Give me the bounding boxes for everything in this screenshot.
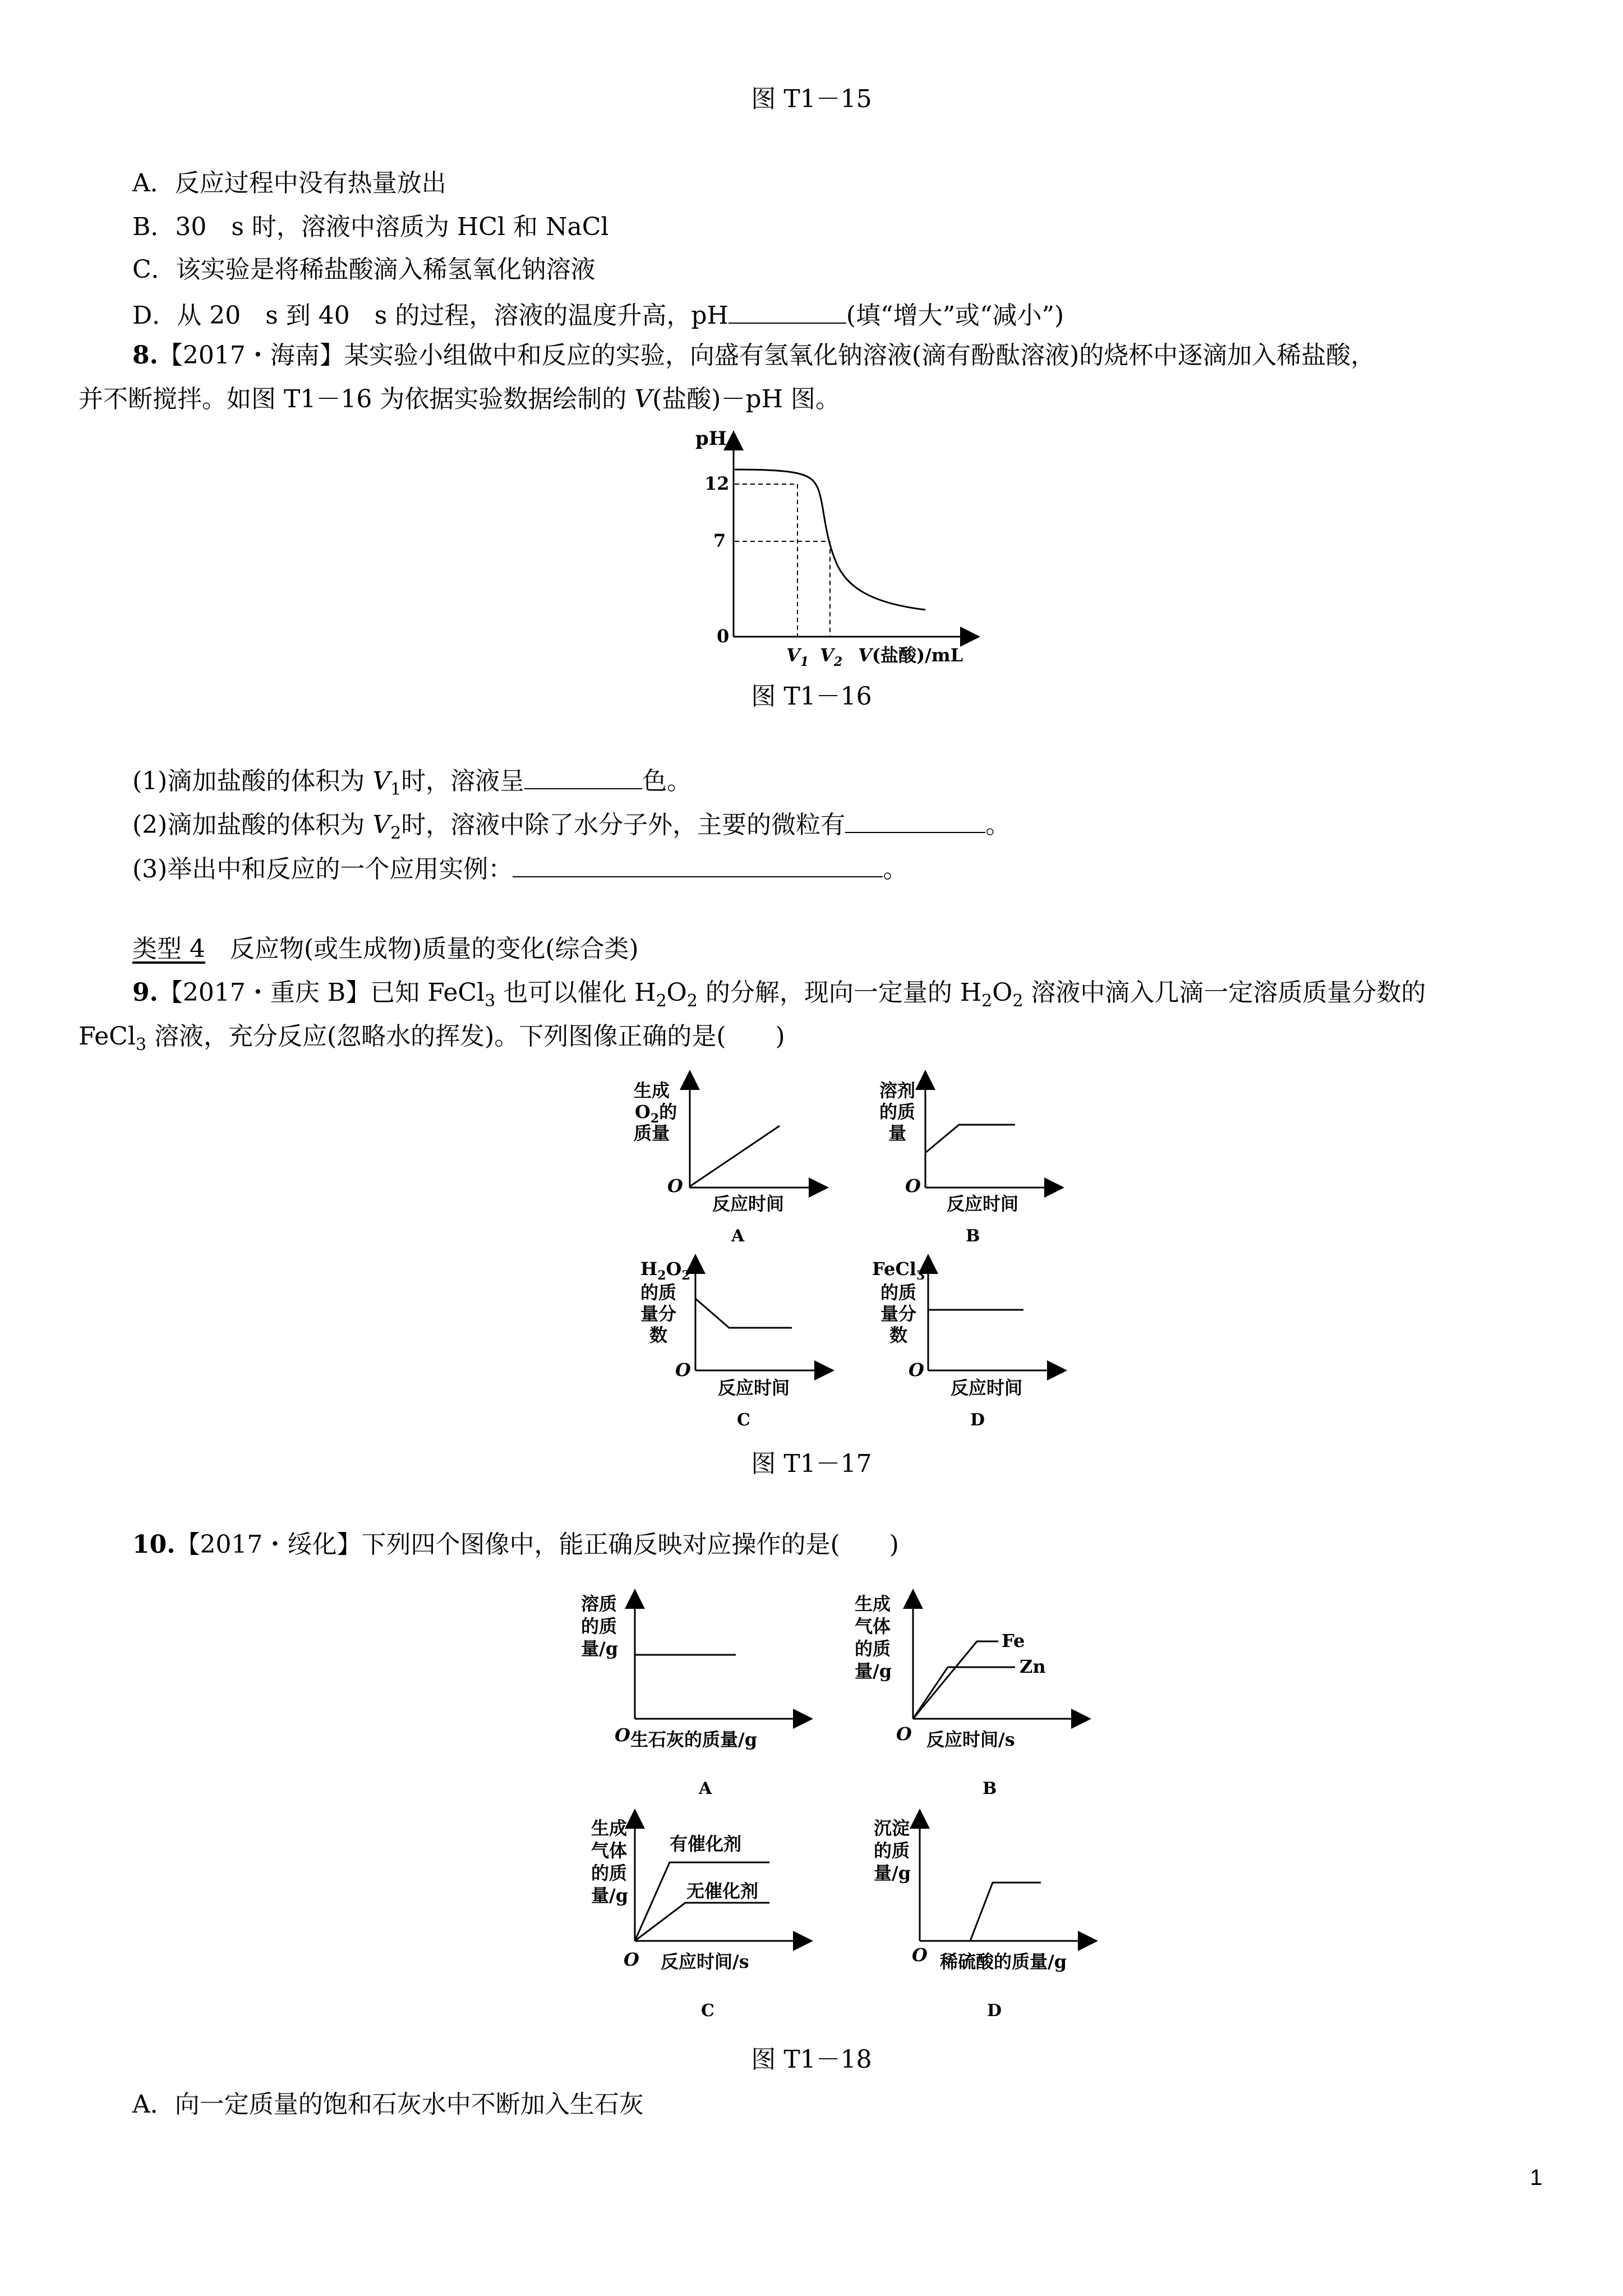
y-tick-12: 12 bbox=[704, 473, 730, 494]
svg-text:的质: 的质 bbox=[879, 1101, 916, 1122]
svg-text:D: D bbox=[970, 1410, 985, 1430]
svg-text:气体: 气体 bbox=[855, 1616, 891, 1637]
svg-text:O: O bbox=[896, 1723, 912, 1745]
svg-text:H2O2: $H_2O_2$ bbox=[640, 1258, 690, 1283]
question-number: 9. bbox=[132, 978, 158, 1007]
graph-a bbox=[634, 1080, 819, 1246]
svg-text:O: O bbox=[912, 1944, 928, 1966]
question-text: 并不断搅拌。如图 T1－16 为依据实验数据绘制的 bbox=[79, 385, 635, 413]
q7-option-c: C．该实验是将稀盐酸滴入稀氢氧化钠溶液 bbox=[132, 255, 596, 284]
q8-sub2: (2)滴加盐酸的体积为 $V_2$时，溶液中除了水分子外，主要的微粒有 。 bbox=[132, 811, 1011, 843]
svg-text:的质: 的质 bbox=[581, 1616, 617, 1637]
figure-t1-17 bbox=[611, 1063, 1088, 1444]
line-zn bbox=[913, 1667, 1015, 1719]
answer-blank[interactable] bbox=[513, 854, 883, 877]
graph-c bbox=[640, 1258, 824, 1430]
svg-text:的质: 的质 bbox=[855, 1638, 891, 1659]
question-source: 【2017・重庆 B】 bbox=[158, 978, 371, 1007]
svg-text:O: O bbox=[675, 1359, 691, 1381]
svg-text:的质: 的质 bbox=[880, 1282, 917, 1303]
svg-text:D: D bbox=[987, 2001, 1002, 2021]
svg-text:的质: 的质 bbox=[591, 1862, 628, 1884]
x-axis-label: V(盐酸)/mL bbox=[858, 645, 963, 666]
figure-caption: 图 T1－18 bbox=[751, 2045, 872, 2074]
svg-text:稀硫酸的质量/g: 稀硫酸的质量/g bbox=[940, 1951, 1067, 1972]
graph-d bbox=[874, 1818, 1088, 2021]
svg-text:O: O bbox=[909, 1359, 924, 1381]
svg-text:反应时间: 反应时间 bbox=[947, 1193, 1019, 1214]
line-a bbox=[690, 1126, 780, 1186]
svg-text:沉淀: 沉淀 bbox=[874, 1818, 910, 1839]
answer-blank[interactable] bbox=[845, 809, 985, 833]
svg-text:的质: 的质 bbox=[640, 1282, 677, 1303]
svg-text:数: 数 bbox=[889, 1324, 908, 1346]
section-label: 类型 4 bbox=[132, 935, 205, 963]
svg-text:生成: 生成 bbox=[634, 1080, 670, 1101]
q10-line bbox=[132, 1530, 899, 1559]
question-source: 【2017・绥化】 bbox=[175, 1530, 362, 1559]
svg-text:量分: 量分 bbox=[640, 1303, 677, 1324]
svg-text:A: A bbox=[699, 1779, 712, 1798]
without-catalyst-label: 无催化剂 bbox=[686, 1880, 759, 1902]
line-b bbox=[925, 1125, 1015, 1153]
svg-text:C: C bbox=[737, 1410, 750, 1430]
answer-blank[interactable] bbox=[728, 300, 846, 324]
svg-text:O: O bbox=[624, 1949, 639, 1970]
svg-text:量分: 量分 bbox=[880, 1303, 917, 1324]
svg-text:B: B bbox=[983, 1779, 997, 1798]
question-text: (盐酸)－pH 图。 bbox=[652, 385, 840, 413]
svg-text:溶剂: 溶剂 bbox=[879, 1080, 916, 1101]
answer-blank[interactable] bbox=[524, 766, 642, 789]
page-number: 1 bbox=[1530, 2165, 1543, 2190]
q9-line2: FeCl$_3$ 溶液，充分反应(忽略水的挥发)。下列图像正确的是( ) bbox=[79, 1022, 785, 1055]
svg-text:量/g: 量/g bbox=[855, 1660, 892, 1682]
variable: V bbox=[634, 385, 653, 413]
line-fe bbox=[913, 1641, 998, 1719]
q8-line2 bbox=[79, 387, 840, 412]
svg-text:生成: 生成 bbox=[855, 1593, 891, 1614]
with-catalyst-label: 有催化剂 bbox=[670, 1833, 742, 1855]
question-source: 【2017・海南】 bbox=[158, 341, 344, 370]
q7-option-b: B．30 s 时，溶液中溶质为 HCl 和 NaCl bbox=[132, 213, 609, 241]
svg-text:生石灰的质量/g: 生石灰的质量/g bbox=[630, 1729, 758, 1750]
graph-a bbox=[581, 1593, 803, 1798]
question-number: 8. bbox=[132, 341, 158, 370]
figure-caption: 图 T1－15 bbox=[751, 85, 872, 113]
x-label-v1: $V_1$ bbox=[786, 645, 809, 669]
graph-d bbox=[872, 1258, 1057, 1430]
y-tick-7: 7 bbox=[713, 530, 726, 551]
q8-line1 bbox=[132, 343, 1375, 368]
svg-text:气体: 气体 bbox=[591, 1840, 628, 1861]
section-heading bbox=[132, 937, 639, 961]
graph-b bbox=[855, 1593, 1081, 1798]
svg-text:O: O bbox=[905, 1175, 921, 1197]
q7-option-d bbox=[132, 300, 1064, 328]
question-text: 某实验小组做中和反应的实验，向盛有氢氧化钠溶液(滴有酚酞溶液)的烧杯中逐滴加入稀盐酸， bbox=[344, 341, 1376, 370]
svg-text:量/g: 量/g bbox=[591, 1885, 629, 1906]
svg-text:生成: 生成 bbox=[591, 1818, 628, 1839]
q10-option-a: A．向一定质量的饱和石灰水中不断加入生石灰 bbox=[132, 2090, 644, 2119]
svg-text:FeCl3: FeCl$_3$ bbox=[872, 1258, 925, 1283]
section-title: 反应物(或生成物)质量的变化(综合类) bbox=[229, 935, 639, 963]
q8-sub3: (3)举出中和反应的一个应用实例： 。 bbox=[132, 855, 908, 884]
line-c bbox=[695, 1299, 792, 1328]
svg-text:C: C bbox=[701, 2001, 714, 2021]
q7-option-a: A．反应过程中没有热量放出 bbox=[132, 169, 446, 197]
graph-c bbox=[591, 1818, 803, 2021]
origin-label: 0 bbox=[717, 625, 730, 647]
svg-text:的质: 的质 bbox=[874, 1840, 910, 1861]
svg-text:质量: 质量 bbox=[634, 1122, 670, 1144]
svg-text:O: O bbox=[667, 1175, 683, 1197]
figure-caption: 图 T1－16 bbox=[751, 682, 872, 711]
q7-option-d-text: D．从 20 s 到 40 s 的过程，溶液的温度升高，pH bbox=[132, 301, 728, 330]
svg-text:量/g: 量/g bbox=[581, 1638, 619, 1659]
zn-label: Zn bbox=[1020, 1656, 1046, 1677]
svg-text:反应时间: 反应时间 bbox=[718, 1377, 790, 1398]
line-with-catalyst bbox=[635, 1862, 769, 1941]
svg-text:量: 量 bbox=[888, 1122, 907, 1144]
question-number: 10. bbox=[132, 1530, 176, 1559]
svg-text:数: 数 bbox=[649, 1324, 668, 1346]
svg-text:反应时间: 反应时间 bbox=[951, 1377, 1023, 1398]
svg-text:B: B bbox=[966, 1226, 980, 1246]
line-without-catalyst bbox=[635, 1903, 769, 1941]
svg-text:O: O bbox=[615, 1724, 630, 1746]
svg-text:溶质: 溶质 bbox=[581, 1593, 617, 1614]
q7-option-d-hint: (填“增大”或“减小”) bbox=[846, 301, 1064, 330]
svg-text:反应时间/s: 反应时间/s bbox=[661, 1951, 749, 1972]
graph-b bbox=[879, 1080, 1054, 1246]
q9-line1: 9.【2017・重庆 B】已知 FeCl$_3$ 也可以催化 $H_2O_2$ 的分解，现向一定量的 $H_2O_2$ 溶液中滴入几滴一定溶质质量分数的 bbox=[132, 978, 1426, 1011]
figure-t1-18 bbox=[561, 1582, 1133, 2031]
q8-sub1: (1)滴加盐酸的体积为 $V_1$时，溶液呈 色。 bbox=[132, 767, 692, 799]
svg-text:量/g: 量/g bbox=[874, 1862, 911, 1884]
svg-text:A: A bbox=[731, 1226, 745, 1246]
ph-titration-chart bbox=[690, 429, 1004, 676]
question-text: 下列四个图像中，能正确反映对应操作的是( ) bbox=[361, 1530, 899, 1559]
y-axis-label: pH bbox=[695, 429, 727, 450]
svg-text:反应时间: 反应时间 bbox=[712, 1193, 785, 1214]
fe-label: Fe bbox=[1002, 1630, 1025, 1651]
x-label-v2: $V_2$ bbox=[820, 645, 843, 669]
figure-caption: 图 T1－17 bbox=[751, 1450, 872, 1478]
line-d bbox=[970, 1883, 1041, 1941]
svg-text:O2的: $O_2$的 bbox=[635, 1101, 677, 1126]
svg-text:反应时间/s: 反应时间/s bbox=[926, 1729, 1015, 1750]
